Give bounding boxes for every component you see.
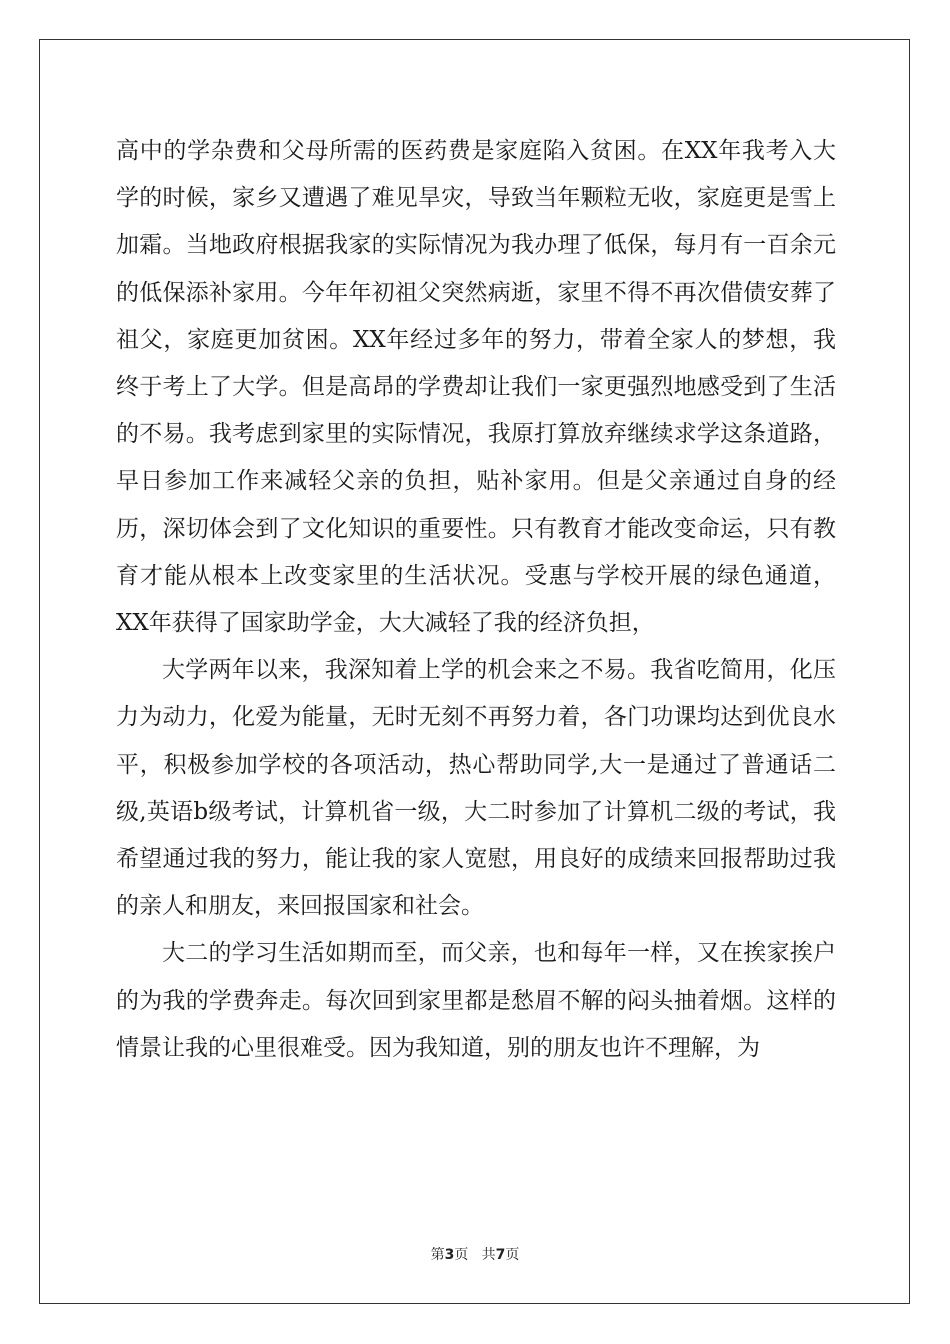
page-prefix: 第 bbox=[430, 1247, 445, 1263]
document-body bbox=[116, 128, 836, 1072]
paragraph-2: 大学两年以来，我深知着上学的机会来之不易。我省吃简用，化压力为动力，化爱为能量，无时无刻不再努力着，各门功课均达到优良水平，积极参加学校的各项活动，热心帮助同学,大一是通过了普通话二级,英语b级考试，计算机省一级，大二时参加了计算机二级的考试，我希望通过我的努力，能让我的家人宽慰，用良好的成绩来回报帮助过我的亲人和朋友，来回报国家和社会。 bbox=[116, 657, 836, 920]
page-footer bbox=[0, 1244, 950, 1264]
paragraph-1: 高中的学杂费和父母所需的医药费是家庭陷入贫困。在XX年我考入大学的时候，家乡又遭遇了难见旱灾，导致当年颗粒无收，家庭更是雪上加霜。当地政府根据我家的实际情况为我办理了低保，每月有一百余元的低保添补家用。今年年初祖父突然病逝，家里不得不再次借债安葬了祖父，家庭更加贫困。XX年经过多年的努力，带着全家人的梦想，我终于考上了大学。但是高昂的学费却让我们一家更强烈地感受到了生活的不易。我考虑到家里的实际情况，我原打算放弃继续求学这条道路，早日参加工作来减轻父亲的负担，贴补家用。但是父亲通过自身的经历，深切体会到了文化知识的重要性。只有教育才能改变命运，只有教育才能从根本上改变家里的生活状况。受惠与学校开展的绿色通道，XX年获得了国家助学金，大大减轻了我的经济负担， bbox=[116, 138, 836, 637]
total-prefix: 共 bbox=[481, 1247, 496, 1263]
total-suffix: 页 bbox=[505, 1247, 520, 1263]
page-total-number: 7 bbox=[495, 1247, 506, 1263]
page-suffix: 页 bbox=[454, 1247, 469, 1263]
paragraph-3: 大二的学习生活如期而至，而父亲，也和每年一样，又在挨家挨户的为我的学费奔走。每次回到家里都是愁眉不解的闷头抽着烟。这样的情景让我的心里很难受。因为我知道，别的朋友也许不理解，为 bbox=[116, 940, 836, 1061]
page-current-number: 3 bbox=[444, 1247, 455, 1263]
